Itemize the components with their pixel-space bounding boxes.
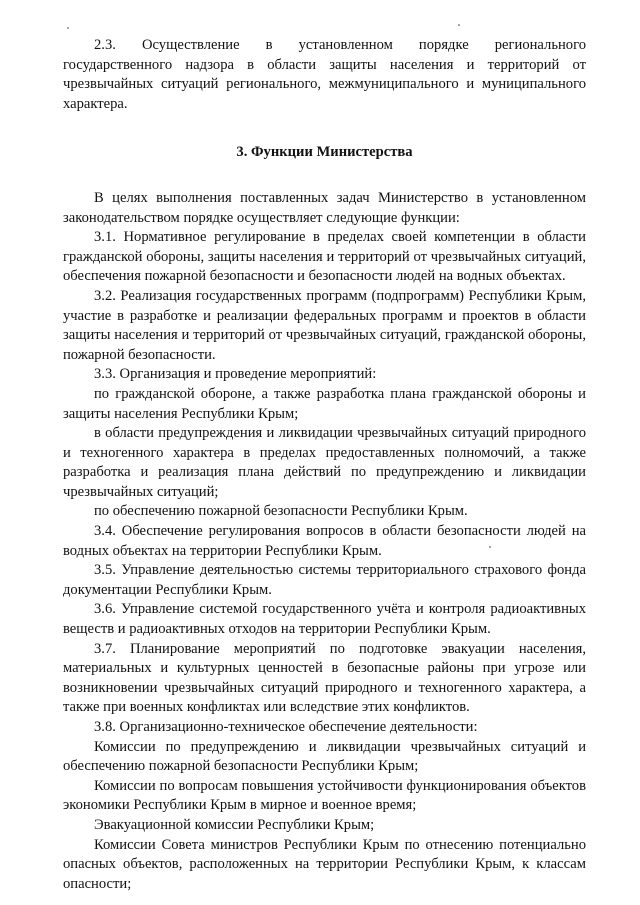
paragraph-3-5: 3.5. Управление деятельностью системы территориального страхового фонда документации Республики Крым. — [63, 562, 586, 598]
paragraph-2-3: 2.3. Осуществление в установленном порядке регионального государственного надзора в области защиты населения и территорий от чрезвычайных ситуаций регионального, межмуниципального и муниципального характера. — [63, 37, 586, 112]
paragraph-3-6: 3.6. Управление системой государственного учёта и контроля радиоактивных веществ и радиоактивных отходов на территории Республики Крым. — [63, 601, 586, 638]
paragraph-3-8-stability-commission: Комиссии по вопросам повышения устойчивости функционирования объектов экономики Республики Крым в мирное и военное время; — [63, 777, 586, 814]
section-heading: 3. Функции Министерства — [236, 144, 413, 161]
scan-speck — [67, 27, 69, 29]
paragraph-3-2: 3.2. Реализация государственных программ (подпрограмм) Республики Крым, участие в разработке и реализации федеральных программ и проектов в области защиты населения и территорий от чрезвычайных ситуаций, гражданской обороны, пожарной безопасности. — [63, 287, 586, 363]
document-body — [63, 36, 586, 894]
paragraph-3-8-hazard-commission: Комиссии Совета министров Республики Крым по отнесению потенциально опасных объектов, расположенных на территории Республики Крым, к классам опасности; — [63, 836, 586, 892]
paragraph-3-8-emergency-commission: Комиссии по предупреждению и ликвидации чрезвычайных ситуаций и обеспечению пожарной безопасности Республики Крым; — [63, 738, 586, 775]
paragraph-3-4: 3.4. Обеспечение регулирования вопросов в области безопасности людей на водных объектах на территории Республики Крым. — [63, 523, 586, 559]
paragraph-3-3-emergencies: в области предупреждения и ликвидации чрезвычайных ситуаций природного и техногенного характера в пределах предоставленных полномочий, а также разработка и реализация плана действий по предупреждению и ликвидации чрезвычайных ситуаций; — [63, 425, 586, 500]
paragraph-3-3-civil-defense: по гражданской обороне, а также разработка плана гражданской обороны и защиты населения Республики Крым; — [63, 385, 586, 422]
paragraph-3-8: 3.8. Организационно-техническое обеспечение деятельности: — [94, 719, 478, 735]
paragraph-3-3-fire-safety: по обеспечению пожарной безопасности Республики Крым. — [94, 503, 468, 520]
scan-speck — [458, 24, 460, 26]
paragraph-3-7: 3.7. Планирование мероприятий по подготовке эвакуации населения, материальных и культурных ценностей в безопасные районы при угрозе или возникновении чрезвычайных ситуаций природного и техногенного характера, а также при военных конфликтах или вследствие этих конфликтов. — [63, 640, 586, 716]
paragraph-intro: В целях выполнения поставленных задач Министерство в установленном законодательством порядке осуществляет следующие функции: — [63, 189, 586, 226]
paragraph-3-8-evacuation-commission: Эвакуационной комиссии Республики Крым; — [94, 816, 375, 833]
paragraph-3-1: 3.1. Нормативное регулирование в пределах своей компетенции в области гражданской обороны, защиты населения и территорий от чрезвычайных ситуаций, обеспечения пожарной безопасности и безопасности людей на водных объектах. — [63, 229, 586, 285]
paragraph-3-3: 3.3. Организация и проведение мероприятий: — [94, 366, 377, 383]
